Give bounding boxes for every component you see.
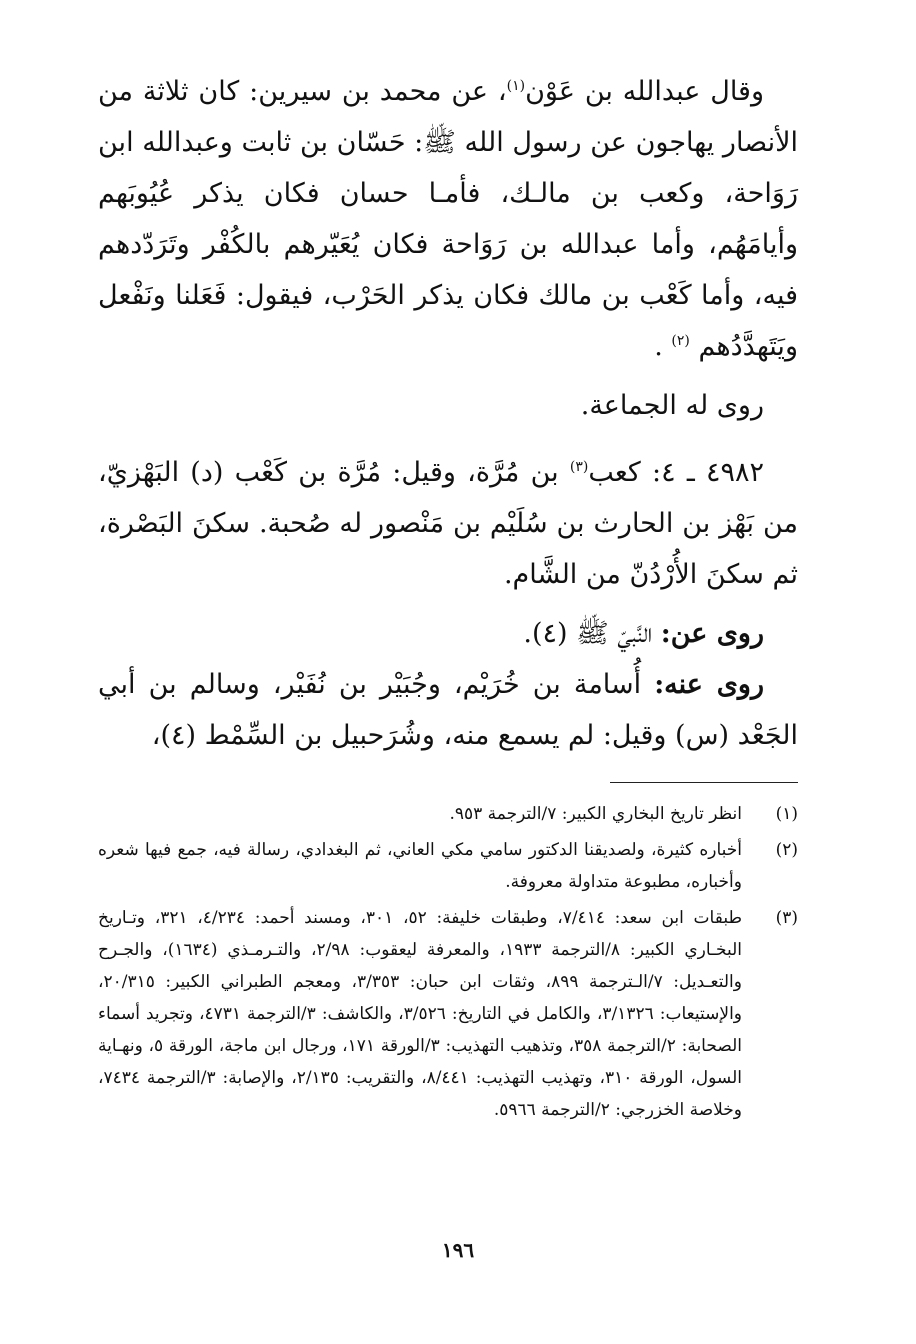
para-text: وقال عبدالله بن عَوْن: [525, 76, 764, 107]
para-end: .: [654, 331, 663, 362]
entry-head: ٤٩٨٢ ـ ٤: كعب: [588, 457, 764, 488]
main-text: [98, 66, 798, 761]
footnote-separator: [610, 782, 798, 783]
footnote-text: انظر تاريخ البخاري الكبير: ٧/الترجمة ٩٥٣.: [449, 804, 742, 824]
ibn-awn-paragraph: [98, 66, 798, 372]
footnote-ref-2[interactable]: (٢): [671, 333, 690, 349]
footnote-2: [98, 834, 798, 898]
footnote-text: أخباره كثيرة، ولصديقنا الدكتور سامي مكي العاني، ثم البغدادي، رسالة فيه، جمع فيها شعره وأخباره، مطبوعة متداولة معروفة.: [98, 840, 742, 892]
footnote-1: [98, 798, 798, 830]
rawa-an-text: النَّبيّ ﷺ (٤).: [523, 618, 661, 649]
footnote-number: (٣): [775, 908, 798, 928]
rawa-anhu-paragraph: [98, 659, 798, 761]
para-text: ، عن محمد بن سيرين: كان ثلاثة من الأنصار يهاجون عن رسول الله ﷺ: حَسّان بن ثابت وعبدالله ابن رَوَاحة، وكعب بن مالـك، فأمـا حسان فكان يذكر عُيُوبَهم وأيامَهُم، وأما عبدالله بن رَوَاحة فكان يُعَيّرهم بالكُفْر وتَرَدّدهم فيه، وأما كَعْب بن مالك فكان يذكر الحَرْب، فيقول: فَعَلنا ونَفْعل ويَتَهدَّدُهم: [98, 76, 798, 362]
footnote-number: (٢): [775, 840, 798, 860]
footnote-text: طبقات ابن سعد: ٧/٤١٤، وطبقات خليفة: ٥٢، ٣٠١، ومسند أحمد: ٤/٢٣٤، ٣٢١، وتـاريخ البخـاري الكبير: ٨/الترجمة ١٩٣٣، والمعرفة ليعقوب: ٢/٩٨، والتـرمـذي (١٦٣٤)، والجـرح والتعـديل: ٧/الـترجمة ٨٩٩، وثقات ابن حبان: ٣/٣٥٣، ومعجم الطبراني الكبير: ٢٠/٣١٥، والإستيعاب: ٣/١٣٢٦، والكامل في التاريخ: ٣/٥٢٦، والكاشف: ٣/الترجمة ٤٧٣١، وتجريد أسماء الصحابة: ٢/الترجمة ٣٥٨، وتذهيب التهذيب: ٣/الورقة ١٧١، ورجال ابن ماجة، الورقة ٥، ونهـاية السول، الورقة ٣١٠، وتهذيب التهذيب: ٨/٤٤١، والتقريب: ٢/١٣٥، والإصابة: ٣/الترجمة ٧٤٣٤، وخلاصة الخزرجي: ٢/الترجمة ٥٩٦٦.: [98, 908, 742, 1120]
rawa-an-label: روى عن:: [660, 618, 764, 649]
footnote-3: [98, 902, 798, 1126]
entry-text: بن مُرَّة، وقيل: مُرَّة بن كَعْب (د) البَهْزيّ، من بَهْز بن الحارث بن سُلَيْم بن مَنْصور له صُحبة. سكنَ البَصْرة، ثم سكنَ الأُرْدُنّ من الشَّام.: [98, 457, 798, 590]
jamaa-line: روى له الجماعة.: [580, 390, 764, 421]
entry-4982: [98, 447, 798, 600]
footnote-ref-3[interactable]: (٣): [569, 459, 589, 475]
rawa-an-line: [98, 608, 798, 659]
page-number: ١٩٦: [441, 1238, 475, 1262]
footnote-number: (١): [775, 804, 798, 824]
footnotes: [98, 798, 798, 1130]
rawa-anhu-label: روى عنه:: [654, 669, 764, 700]
rawa-anhu-text: أُسامة بن خُرَيْم، وجُبَيْر بن نُفَيْر، وسالم بن أبي الجَعْد (س) وقيل: لم يسمع منه، وشُرَحبيل بن السِّمْط (٤)،: [98, 669, 798, 751]
footnote-ref-1[interactable]: (١): [506, 78, 526, 94]
